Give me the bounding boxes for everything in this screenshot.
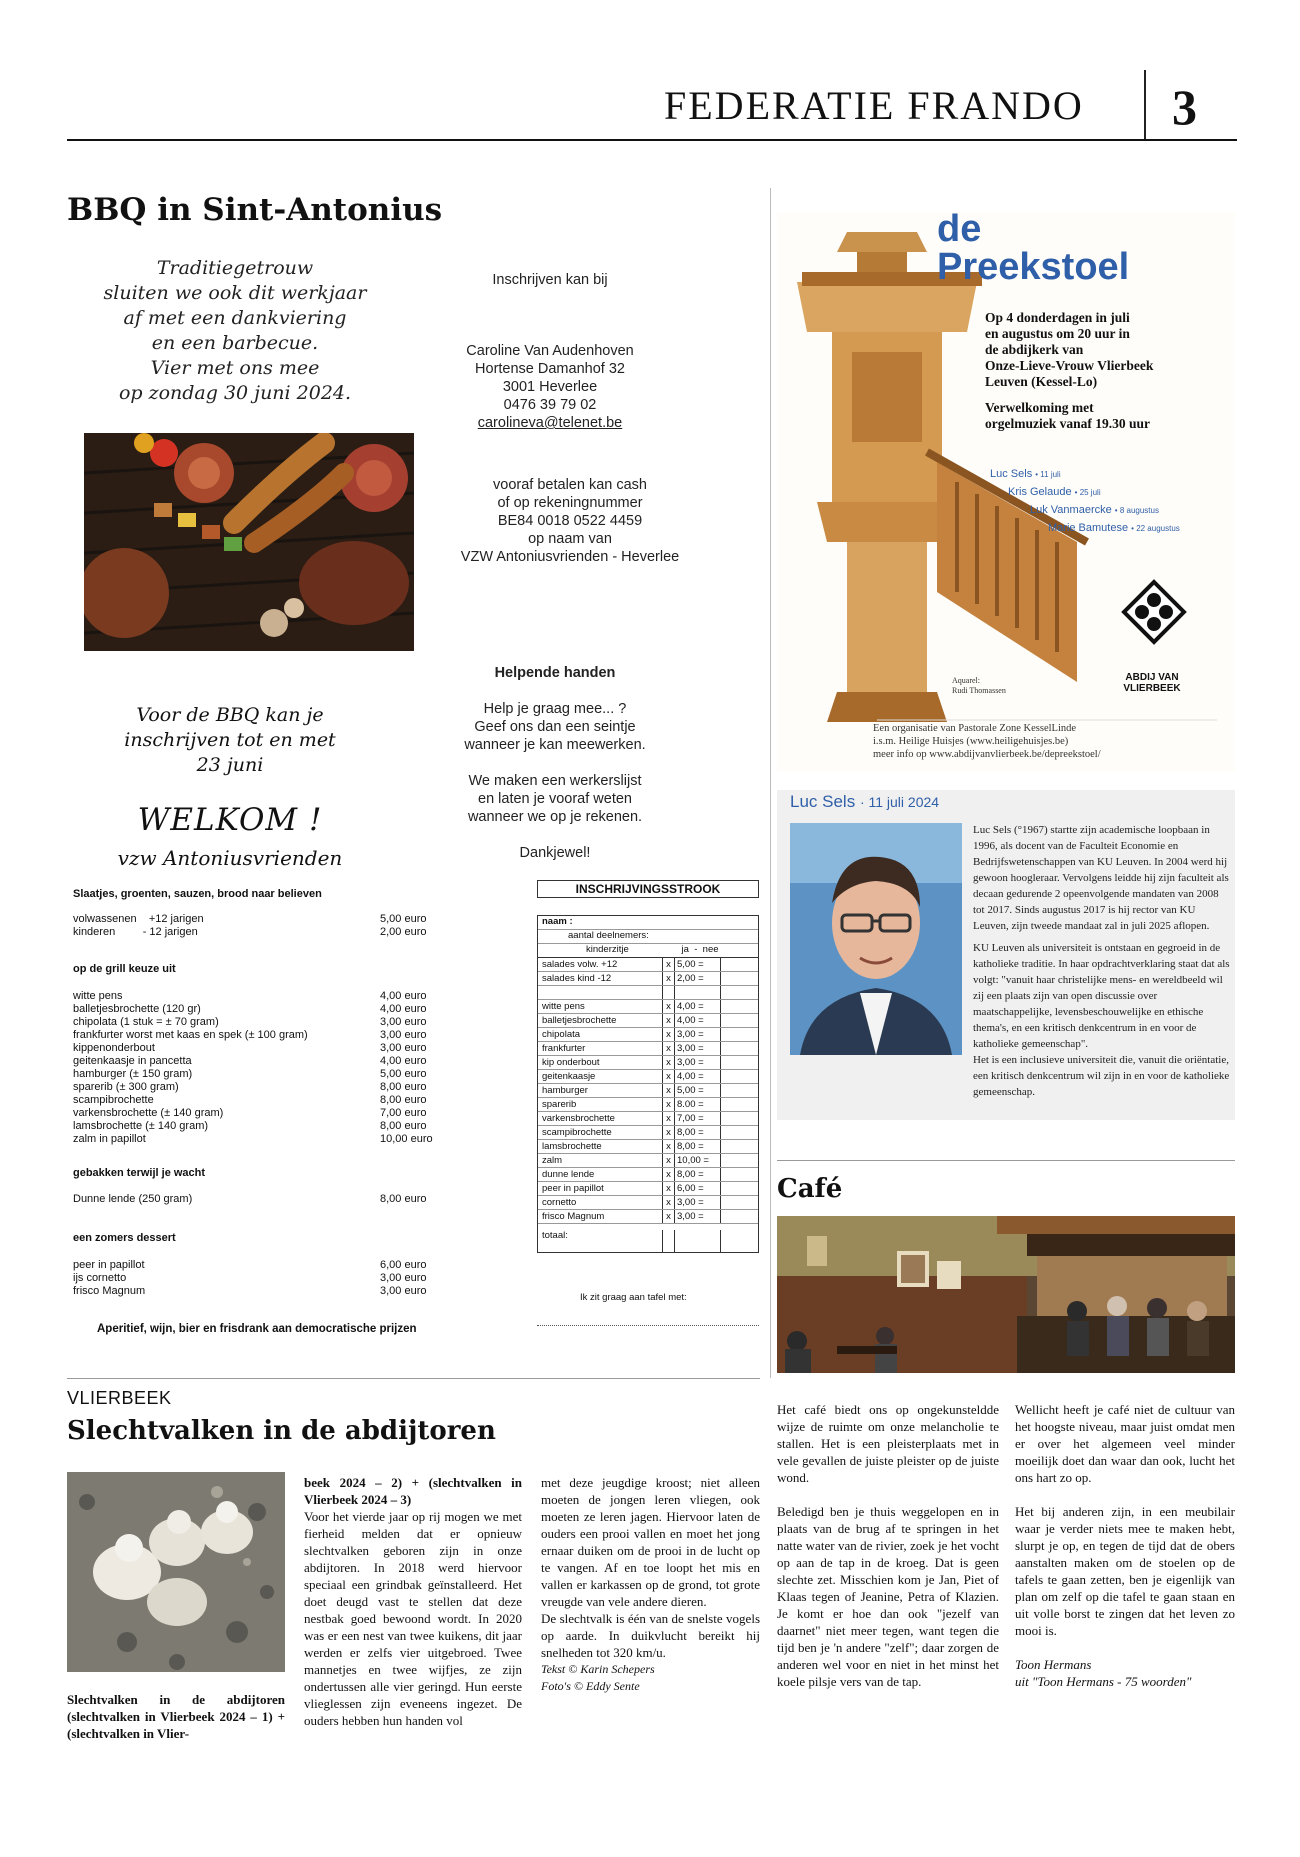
menu-price: 4,00 euro	[380, 1003, 427, 1015]
org-line: Een organisatie van Pastorale Zone KesselLinde	[873, 723, 1077, 734]
form-total-cell[interactable]	[721, 1210, 758, 1223]
form-item-label: lamsbrochette	[538, 1140, 663, 1153]
bbq-title: BBQ in Sint-Antonius	[67, 192, 443, 228]
menu-price: 6,00 euro	[380, 1259, 427, 1271]
form-item-price: 3,00 =	[675, 1210, 721, 1223]
poster-de: de	[937, 208, 982, 250]
form-item-price: 5,00 =	[675, 958, 721, 971]
form-multiply: x	[663, 1182, 675, 1195]
performer-name: Luc Sels	[990, 468, 1033, 480]
intro-line: op zondag 30 juni 2024.	[118, 382, 352, 404]
drinks-note: Aperitief, wijn, bier en frisdrank aan democratische prijzen	[97, 1323, 417, 1335]
form-item-label: scampibrochette	[538, 1126, 663, 1139]
form-row[interactable]	[538, 1070, 758, 1084]
payment-line: VZW Antoniusvrienden - Heverlee	[460, 549, 680, 565]
help-line: Dankjewel!	[519, 845, 591, 861]
menu-price: 3,00 euro	[380, 1029, 427, 1041]
performer: Marie Bamutese • 22 augustus	[1048, 522, 1180, 534]
contact-line: Caroline Van Audenhoven	[466, 343, 634, 359]
help-line: wanneer je kan meewerken.	[464, 737, 646, 753]
falcon-text-col1	[304, 1474, 522, 1729]
form-total-cell[interactable]	[721, 972, 758, 985]
header-divider	[1144, 70, 1146, 140]
menu-item: volwassenen +12 jarigen	[73, 913, 204, 925]
credit-line: Aquarel:	[952, 676, 980, 685]
form-item-label: balletjesbrochette	[538, 1014, 663, 1027]
form-multiply: x	[663, 1028, 675, 1041]
falcon-paragraph: met deze jeugdige kroost; niet alleen moeten de jongen leren vliegen, ook moeten ze leren jagen. Hiervoor laten de ouders een prooi vallen en moet het jong ernaar duiken om de prooi in de lucht op te vangen. Af en toe loopt het mis en vallen er karkassen op de grond, tot grote vreugde van vele andere dieren.	[541, 1475, 760, 1609]
form-row[interactable]	[538, 972, 758, 986]
luc-date: · 11 juli 2024	[859, 794, 940, 810]
total-label: totaal:	[542, 1230, 663, 1252]
poster-info	[985, 310, 1225, 390]
form-multiply: x	[663, 1196, 675, 1209]
cafe-title: Café	[777, 1174, 843, 1204]
email-link[interactable]: carolineva@telenet.be	[477, 415, 623, 431]
form-row[interactable]	[538, 1154, 758, 1168]
menu-item: sparerib (± 300 gram)	[73, 1081, 179, 1093]
form-item-label: witte pens	[538, 1000, 663, 1013]
form-item-price: 3,00 =	[675, 1028, 721, 1041]
menu-price: 2,00 euro	[380, 926, 427, 938]
credit-line: Rudi Thomassen	[952, 686, 1006, 695]
form-item-label: cornetto	[538, 1196, 663, 1209]
form-total-cell[interactable]	[721, 958, 758, 971]
poster-welcome	[985, 400, 1225, 432]
menu-price: 8,00 euro	[380, 1081, 427, 1093]
form-row[interactable]	[538, 1210, 758, 1224]
cafe-text-col2	[1015, 1401, 1235, 1690]
payment-line: of op rekeningnummer	[497, 495, 643, 511]
baked-heading: gebakken terwijl je wacht	[73, 1167, 206, 1179]
bio-paragraph: Het is een inclusieve universiteit die, vanuit die oriëntatie, een kritisch denkcentrum wil zijn in en voor de katholieke gemeenschap.	[973, 1054, 1230, 1098]
contact-line: 3001 Heverlee	[502, 379, 598, 395]
grill-heading: op de grill keuze uit	[73, 963, 176, 975]
spacer	[440, 826, 670, 844]
performer-name: Marie Bamutese	[1048, 522, 1129, 534]
form-row[interactable]	[538, 1126, 758, 1140]
form-row[interactable]	[538, 1196, 758, 1210]
form-total-cell[interactable]	[721, 1154, 758, 1167]
form-total-cell[interactable]	[721, 1056, 758, 1069]
org-line: i.s.m. Heilige Huisjes (www.heiligehuisjes.be)	[873, 736, 1069, 747]
basis-list	[73, 913, 204, 939]
form-total-cell[interactable]	[721, 1014, 758, 1027]
form-multiply: x	[663, 1168, 675, 1181]
form-total-cell[interactable]	[721, 1112, 758, 1125]
info-line: Op 4 donderdagen in juli	[985, 310, 1130, 325]
payment-line: op naam van	[528, 531, 612, 547]
welcome-text: WELKOM !	[137, 802, 323, 838]
menu-item: kippenonderbout	[73, 1042, 155, 1054]
form-total-cell[interactable]	[721, 1196, 758, 1209]
performer-date: 11 juli	[1040, 470, 1061, 479]
form-item-label: sparerib	[538, 1098, 663, 1111]
poster-organizer	[873, 722, 1101, 761]
form-multiply: x	[663, 958, 675, 971]
logo-line: ABDIJ VAN	[1125, 672, 1179, 683]
form-item-label: geitenkaasje	[538, 1070, 663, 1083]
form-total-cell[interactable]	[721, 1042, 758, 1055]
text-credit: Tekst © Karin Schepers	[541, 1662, 655, 1676]
menu-price: 8,00 euro	[380, 1193, 427, 1205]
payment-line: vooraf betalen kan cash	[493, 477, 647, 493]
form-item-price: 8,00 =	[675, 1126, 721, 1139]
column-rule	[770, 188, 771, 1378]
cafe-rule	[777, 1160, 1235, 1161]
vlierbeek-rule	[67, 1378, 760, 1379]
performer: Kris Gelaude • 25 juli	[1008, 486, 1101, 498]
contact-line: Hortense Damanhof 32	[475, 361, 625, 377]
form-item-label: hamburger	[538, 1084, 663, 1097]
help-line: wanneer we op je rekenen.	[467, 809, 643, 825]
help-line: We maken een werkerslijst	[468, 773, 642, 789]
menu-item: peer in papillot	[73, 1259, 145, 1271]
help-line: Help je graag mee... ?	[483, 701, 627, 717]
menu-item: scampibrochette	[73, 1094, 154, 1106]
contact-line: 0476 39 79 02	[503, 397, 597, 413]
form-item-price: 5,00 =	[675, 1084, 721, 1097]
poster-title: Preekstoel	[937, 246, 1130, 288]
performer: Luc Sels • 11 juli	[990, 468, 1061, 480]
form-multiply: x	[663, 1070, 675, 1083]
registration-heading: Inschrijven kan bij	[492, 272, 608, 288]
menu-item: kinderen - 12 jarigen	[73, 926, 198, 938]
form-item-price: 4,00 =	[675, 1070, 721, 1083]
menu-item: hamburger (± 150 gram)	[73, 1068, 193, 1080]
performer-date: 25 juli	[1079, 488, 1101, 497]
form-item-price: 6,00 =	[675, 1182, 721, 1195]
form-multiply: x	[663, 1112, 675, 1125]
performer-date: 22 augustus	[1136, 524, 1180, 533]
falcon-caption-cont: beek 2024 – 2) + (slechtvalken in Vlierbeek 2024 – 3)	[304, 1475, 522, 1507]
form-item-price: 4,00 =	[675, 1014, 721, 1027]
bbq-intro	[75, 256, 395, 406]
form-total-cell[interactable]	[721, 1028, 758, 1041]
form-item-label: kip onderbout	[538, 1056, 663, 1069]
luc-sels-heading	[790, 792, 939, 812]
bbq-deadline	[105, 703, 355, 778]
menu-price: 8,00 euro	[380, 1120, 427, 1132]
payment-block	[440, 476, 700, 566]
menu-item: Dunne lende (250 gram)	[73, 1193, 193, 1205]
total-row[interactable]	[538, 1224, 758, 1252]
welcome-line: orgelmuziek vanaf 19.30 uur	[985, 416, 1150, 431]
companions-line[interactable]	[537, 1325, 759, 1326]
menu-price: 3,00 euro	[380, 1016, 427, 1028]
form-multiply: x	[663, 1000, 675, 1013]
menu-item: ijs cornetto	[73, 1272, 127, 1284]
performer-date: 8 augustus	[1119, 506, 1159, 515]
menu-price: 7,00 euro	[380, 1107, 427, 1119]
menu-item: geitenkaasje in pancetta	[73, 1055, 192, 1067]
performer-name: Luk Vanmaercke	[1030, 504, 1112, 516]
cafe-paragraph: Het café biedt ons op ongekunsteldde wijze de ruimte om onze melancholie te stallen. Het is een pleisterplaats met in vele gevallen de juiste pleister op de juiste wond.	[777, 1402, 999, 1485]
page-number: 3	[1172, 79, 1197, 135]
form-item-price: 3,00 =	[675, 1196, 721, 1209]
menu-price: 3,00 euro	[380, 1285, 427, 1297]
intro-line: en een barbecue.	[151, 332, 319, 354]
menu-item: lamsbrochette (± 140 gram)	[73, 1120, 209, 1132]
form-item-price: 8,00 =	[675, 1140, 721, 1153]
form-total-cell[interactable]	[721, 1168, 758, 1181]
form-item-label: peer in papillot	[538, 1182, 663, 1195]
intro-line: sluiten we ook dit werkjaar	[103, 282, 367, 304]
form-item-price: 4,00 =	[675, 1000, 721, 1013]
menu-item: frankfurter worst met kaas en spek (± 100 gram)	[73, 1029, 308, 1041]
form-multiply: x	[663, 972, 675, 985]
info-line: de abdijkerk van	[985, 342, 1084, 357]
participants-field[interactable]: aantal deelnemers:	[538, 930, 758, 944]
form-title: INSCHRIJVINGSSTROOK	[537, 880, 759, 898]
form-row[interactable]	[538, 1000, 758, 1014]
salad-rows	[538, 958, 758, 986]
bio-paragraph: Luc Sels (°1967) startte zijn academische loopbaan in 1996, als docent van de Faculteit Economie en Bedrijfswetenschappen van KU Leuven. In 2004 werd hij gewoon hoogleraar. Vervolgens leidde hij zijn faculteit als decaan gedurende 2 opeenvolgende mandaten van 2008 tot 2017. Sinds augustus 2017 is hij rector van KU Leuven, zijn tweede mandaat zal in juli 2025 aflopen.	[973, 824, 1229, 932]
intro-line: Traditiegetrouw	[156, 257, 314, 279]
cafe-paragraph: Beledigd ben je thuis weggelopen en in plaats van de brug af te springen in het natte water van de rivier, zoek je het vocht op aan de tap in de kroeg. Dat is geen slechte zet. Misschien kom je Jan, Piet of Klaas tegen of Jeanine, Petra of Klazien. Je komt er hoe dan ook "jezelf van daarnet" niet meer tegen, want tegen die tijd ben je 'n andere "zelf"; daar zorgen de anderen wel voor en niet in het minst het koele pilsje vers van de tap.	[777, 1504, 999, 1689]
photo-credit: Foto's © Eddy Sente	[541, 1679, 640, 1693]
blank-row	[538, 986, 758, 1000]
header-rule	[67, 139, 1237, 141]
menu-price: 5,00 euro	[380, 913, 427, 925]
form-total-cell[interactable]	[721, 1126, 758, 1139]
form-total-cell[interactable]	[721, 1084, 758, 1097]
bio-paragraph: KU Leuven als universiteit is ontstaan en gegroeid in de katholieke traditie. In haar opdrachtverklaring staat dat als volgt: "vanuit haar christelijke mens- en wereldbeeld wil zij een plaats zijn van open discussie over maatschappelijke, levensbeschouwelijke en ethische thema's, en een kritisch denkcentrum in en voor de katholieke gemeenschap".	[973, 942, 1230, 1050]
form-row[interactable]	[538, 1084, 758, 1098]
grill-list	[73, 990, 308, 1146]
form-item-price: 10,00 =	[675, 1154, 721, 1167]
name-field[interactable]: naam :	[538, 916, 758, 930]
cafe-photo	[777, 1216, 1235, 1373]
dessert-prices	[380, 1259, 426, 1298]
menu-item: frisco Magnum	[73, 1285, 146, 1297]
form-row[interactable]	[538, 1140, 758, 1154]
luc-sels-portrait	[790, 823, 962, 1055]
logo-line: VLIERBEEK	[1123, 683, 1181, 694]
form-item-price: 8,00 =	[675, 1168, 721, 1181]
helpers-heading: Helpende handen	[494, 665, 616, 681]
form-item-label: zalm	[538, 1154, 663, 1167]
cafe-paragraph: Wellicht heeft je café niet de cultuur van het hoogste niveau, maar juist omdat men er over het algemeen veel minder moeilijk doet dan waar dan ook, lucht het ons hart zo op.	[1015, 1402, 1235, 1485]
spacer	[440, 754, 670, 772]
welcome-signature: vzw Antoniusvrienden	[117, 846, 343, 870]
form-row[interactable]	[538, 1056, 758, 1070]
cafe-text-col1	[777, 1401, 999, 1690]
registration-table	[537, 915, 759, 1253]
menu-price: 3,00 euro	[380, 1272, 427, 1284]
menu-item: witte pens	[73, 990, 123, 1002]
falcon-text-col2	[541, 1474, 760, 1695]
form-row[interactable]	[538, 1182, 758, 1196]
menu-price: 3,00 euro	[380, 1042, 427, 1054]
menu-heading: Slaatjes, groenten, sauzen, brood naar believen	[73, 888, 322, 900]
form-item-price: 3,00 =	[675, 1042, 721, 1055]
form-item-label: frisco Magnum	[538, 1210, 663, 1223]
deadline-line: 23 juni	[196, 754, 264, 776]
performer-name: Kris Gelaude	[1008, 486, 1072, 498]
help-line: en laten je vooraf weten	[478, 791, 632, 807]
form-row[interactable]	[538, 1168, 758, 1182]
menu-item: balletjesbrochette (120 gr)	[73, 1003, 201, 1015]
form-multiply: x	[663, 1014, 675, 1027]
form-total-cell[interactable]	[721, 1098, 758, 1111]
grill-rows	[538, 1000, 758, 1224]
form-multiply: x	[663, 1084, 675, 1097]
form-total-cell[interactable]	[721, 1070, 758, 1083]
helpers-text	[440, 700, 670, 862]
form-row[interactable]	[538, 1014, 758, 1028]
form-item-price: 2,00 =	[675, 972, 721, 985]
menu-price: 4,00 euro	[380, 990, 427, 1002]
form-item-label: salades volw. +12	[538, 958, 663, 971]
luc-sels-bio	[973, 822, 1231, 1100]
info-line: en augustus om 20 uur in	[985, 326, 1130, 341]
form-item-price: 3,00 =	[675, 1056, 721, 1069]
form-total-cell[interactable]	[721, 1000, 758, 1013]
payment-line: BE84 0018 0522 4459	[497, 513, 643, 529]
form-multiply: x	[663, 1126, 675, 1139]
falcon-paragraph: De slechtvalk is één van de snelste vogels op aarde. In duikvlucht bereikt hij snelheden tot 320 km/u.	[541, 1611, 760, 1660]
menu-price: 5,00 euro	[380, 1068, 427, 1080]
info-line: Onze-Lieve-Vrouw Vlierbeek	[985, 358, 1154, 373]
form-item-label: dunne lende	[538, 1168, 663, 1181]
menu-item: zalm in papillot	[73, 1133, 146, 1145]
form-row[interactable]	[538, 1098, 758, 1112]
table-companions-label: Ik zit graag aan tafel met:	[580, 1292, 687, 1303]
luc-name: Luc Sels	[790, 792, 856, 811]
dessert-list	[73, 1259, 145, 1298]
form-multiply: x	[663, 1098, 675, 1111]
form-total-cell[interactable]	[721, 1140, 758, 1153]
welcome-line: Verwelkoming met	[985, 400, 1094, 415]
intro-line: af met een dankviering	[123, 307, 347, 329]
form-row[interactable]	[538, 1042, 758, 1056]
form-total-cell[interactable]	[721, 1182, 758, 1195]
form-item-label: frankfurter	[538, 1042, 663, 1055]
abbey-logo-text	[1122, 672, 1182, 694]
grill-prices	[380, 990, 433, 1146]
form-multiply: x	[663, 1140, 675, 1153]
child-seat-field[interactable]: kinderzitje ja - nee	[538, 944, 758, 958]
form-item-label: varkensbrochette	[538, 1112, 663, 1125]
basis-prices	[380, 913, 426, 939]
falcon-paragraph: Voor het vierde jaar op rij mogen we met fierheid melden dat er opnieuw slechtvalken geboren zijn in onze abdijtoren. In 2018 werd hiervoor speciaal een grindbak geïnstalleerd. Het doet deugd vast te stellen dat deze nestbak goed bewoond wordt. In 2020 was er een nest van twee kuikens, dit jaar werden er zelfs vier uitgebroed. Twee mannetjes en twee wijfjes, ze zijn ondertussen alle vier geringd. Hun eerste vlieglessen zijn eveneens ingezet. De ouders hebben hun handen vol	[304, 1509, 522, 1728]
falcon-caption: Slechtvalken in de abdijtoren (slechtvalken in Vlierbeek 2024 – 1) + (slechtvalken in Vlier-	[67, 1692, 285, 1741]
menu-price: 10,00 euro	[380, 1133, 433, 1145]
org-line: meer info op www.abdijvanvlierbeek.be/depreekstoel/	[873, 749, 1101, 760]
form-item-price: 7,00 =	[675, 1112, 721, 1125]
deadline-line: Voor de BBQ kan je	[136, 704, 324, 726]
help-line: Geef ons dan een seintje	[474, 719, 636, 735]
form-row[interactable]	[538, 1028, 758, 1042]
aquarel-credit	[952, 676, 1006, 696]
vlierbeek-title: Slechtvalken in de abdijtoren	[67, 1416, 496, 1446]
form-multiply: x	[663, 1056, 675, 1069]
form-multiply: x	[663, 1042, 675, 1055]
barbecue-photo	[84, 433, 414, 651]
contact-block	[440, 342, 660, 432]
form-item-price: 8.00 =	[675, 1098, 721, 1111]
menu-price: 8,00 euro	[380, 1094, 427, 1106]
info-line: Leuven (Kessel-Lo)	[985, 374, 1098, 389]
form-row[interactable]	[538, 1112, 758, 1126]
cafe-source: uit "Toon Hermans - 75 woorden"	[1015, 1674, 1192, 1689]
deadline-line: inschrijven tot en met	[124, 729, 336, 751]
cafe-author: Toon Hermans	[1015, 1657, 1092, 1672]
form-row[interactable]	[538, 958, 758, 972]
cafe-paragraph: Het bij anderen zijn, in een meubilair waar je verder niets mee te maken hebt, slurpt je op, en tegen de tijd dat de obers aanstalten maken om de stoelen op de tafels te gaan zetten, ben je eigenlijk van plan om zelf op die tafel te gaan staan en uit volle borst te zingen dat het leven zo mooi is.	[1015, 1504, 1235, 1638]
form-multiply: x	[663, 1210, 675, 1223]
form-item-label: salades kind -12	[538, 972, 663, 985]
dessert-heading: een zomers dessert	[73, 1232, 176, 1244]
menu-item: varkensbrochette (± 140 gram)	[73, 1107, 224, 1119]
performer: Luk Vanmaercke • 8 augustus	[1030, 504, 1159, 516]
intro-line: Vier met ons mee	[150, 357, 320, 379]
form-item-label: chipolata	[538, 1028, 663, 1041]
menu-item: chipolata (1 stuk = ± 70 gram)	[73, 1016, 219, 1028]
form-multiply: x	[663, 1154, 675, 1167]
vlierbeek-label: VLIERBEEK	[67, 1388, 172, 1408]
menu-price: 4,00 euro	[380, 1055, 427, 1067]
falcon-chicks-photo	[67, 1472, 285, 1672]
section-title: FEDERATIE FRANDO	[664, 83, 1084, 128]
